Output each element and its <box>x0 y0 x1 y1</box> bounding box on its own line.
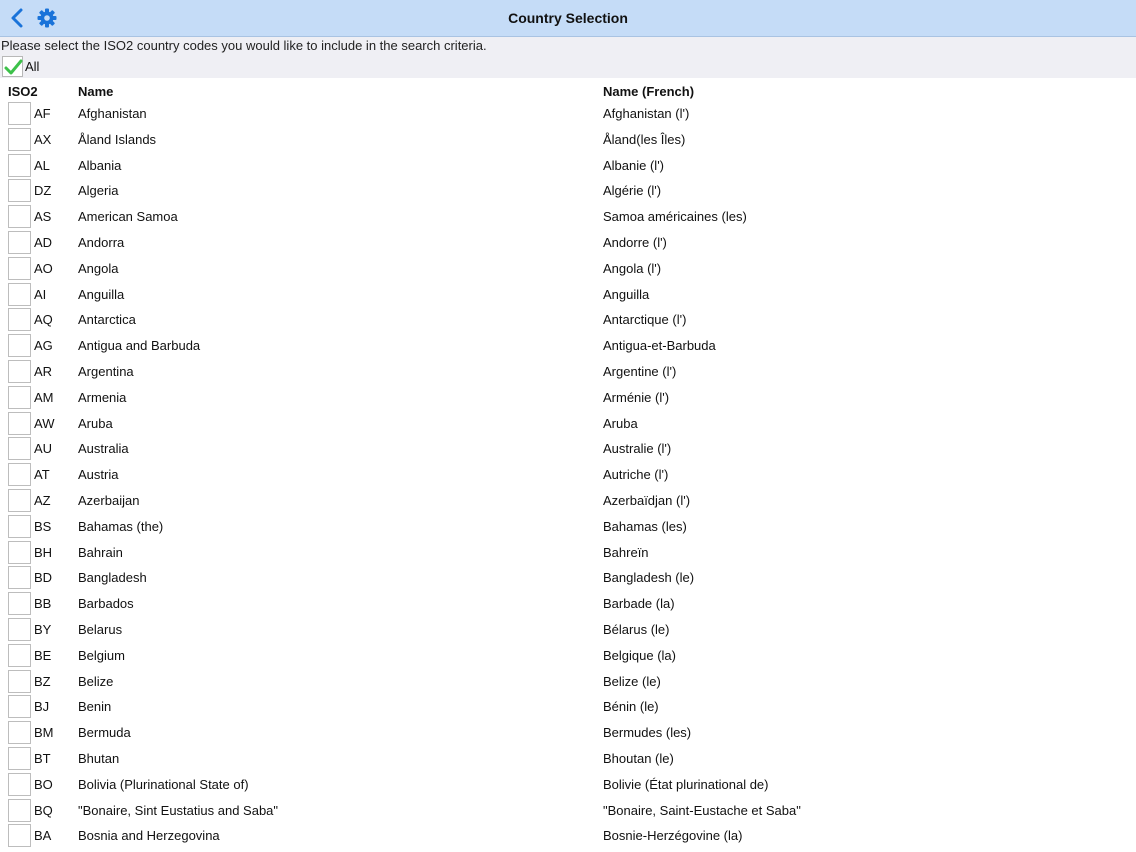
country-name-french: Antigua-et-Barbuda <box>603 338 716 354</box>
country-name: Angola <box>78 260 119 276</box>
country-row[interactable] <box>0 255 1136 281</box>
country-list <box>0 100 1136 852</box>
country-checkbox[interactable] <box>8 360 31 383</box>
country-row[interactable] <box>0 229 1136 255</box>
country-name: Belgium <box>78 647 125 663</box>
country-name: Austria <box>78 467 119 483</box>
country-name: Andorra <box>78 234 125 250</box>
country-code: BZ <box>34 673 51 689</box>
country-name-french: Samoa américaines (les) <box>603 209 747 225</box>
country-row[interactable] <box>0 487 1136 513</box>
country-name: Argentina <box>78 363 134 379</box>
country-checkbox[interactable] <box>8 102 31 125</box>
country-name: Algeria <box>78 183 119 199</box>
country-checkbox[interactable] <box>8 386 31 409</box>
country-checkbox[interactable] <box>8 824 31 847</box>
country-name: Bahrain <box>78 544 123 560</box>
country-checkbox[interactable] <box>8 334 31 357</box>
country-name: Bhutan <box>78 750 120 766</box>
checkmark-icon <box>3 57 24 78</box>
country-name: Antigua and Barbuda <box>78 338 201 354</box>
country-code: AQ <box>34 312 53 328</box>
country-row[interactable] <box>0 358 1136 384</box>
country-checkbox[interactable] <box>8 257 31 280</box>
country-name-french: Azerbaïdjan (l') <box>603 492 691 508</box>
country-checkbox[interactable] <box>8 283 31 306</box>
country-name-french: Afghanistan (l') <box>603 106 690 121</box>
country-checkbox[interactable] <box>8 489 31 512</box>
country-code: BS <box>34 518 52 534</box>
country-checkbox[interactable] <box>8 154 31 177</box>
country-row[interactable] <box>0 461 1136 487</box>
country-code: AL <box>34 157 50 173</box>
country-row[interactable] <box>0 719 1136 745</box>
country-code: AZ <box>34 492 51 508</box>
country-row[interactable] <box>0 177 1136 203</box>
country-name-french: Bosnie-Herzégovine (la) <box>603 828 743 844</box>
country-name-french: Bélarus (le) <box>603 621 670 637</box>
country-name: Armenia <box>78 389 127 405</box>
country-row[interactable] <box>0 797 1136 823</box>
country-checkbox[interactable] <box>8 721 31 744</box>
country-row[interactable] <box>0 435 1136 461</box>
country-code: AS <box>34 209 52 225</box>
country-row[interactable] <box>0 564 1136 590</box>
country-checkbox[interactable] <box>8 128 31 151</box>
country-name-french: Belize (le) <box>603 673 661 689</box>
header-name: Name <box>78 84 114 99</box>
country-checkbox[interactable] <box>8 618 31 641</box>
country-row[interactable] <box>0 668 1136 694</box>
instructions-text: Please select the ISO2 country codes you would like to include in the search criteria. <box>1 38 487 53</box>
country-name-french: Andorre (l') <box>603 234 667 250</box>
country-checkbox[interactable] <box>8 412 31 435</box>
country-code: AX <box>34 131 52 147</box>
country-name-french: Bermudes (les) <box>603 725 692 741</box>
country-name-french: "Bonaire, Saint-Eustache et Saba" <box>603 802 801 818</box>
country-checkbox[interactable] <box>8 799 31 822</box>
country-checkbox[interactable] <box>8 231 31 254</box>
select-all-toggle[interactable] <box>2 55 39 77</box>
country-code: AR <box>34 363 53 379</box>
header-name-french: Name (French) <box>603 84 695 99</box>
country-name: Åland Islands <box>78 131 157 147</box>
header-iso2: ISO2 <box>8 84 38 99</box>
country-name: Afghanistan <box>78 106 147 121</box>
country-name: Azerbaijan <box>78 492 140 508</box>
country-row[interactable] <box>0 745 1136 771</box>
country-code: AD <box>34 234 53 250</box>
country-name-french: Bénin (le) <box>603 699 659 715</box>
country-name-french: Aruba <box>603 415 638 431</box>
country-name-french: Algérie (l') <box>603 183 662 199</box>
country-row[interactable] <box>0 771 1136 797</box>
country-name: Barbados <box>78 596 134 612</box>
select-all-checkbox[interactable] <box>2 56 23 77</box>
country-name: Bosnia and Herzegovina <box>78 828 220 844</box>
country-name-french: Belgique (la) <box>603 647 676 663</box>
country-code: BH <box>34 544 53 560</box>
country-row[interactable] <box>0 513 1136 539</box>
country-row[interactable] <box>0 126 1136 152</box>
country-name-french: Bahreïn <box>603 544 649 560</box>
country-code: BM <box>34 725 54 741</box>
country-name: Albania <box>78 157 122 173</box>
country-code: BE <box>34 647 52 663</box>
country-row[interactable] <box>0 152 1136 178</box>
country-checkbox[interactable] <box>8 308 31 331</box>
country-code: AU <box>34 441 53 457</box>
country-code: BY <box>34 621 52 637</box>
country-checkbox[interactable] <box>8 437 31 460</box>
country-row[interactable] <box>0 822 1136 848</box>
column-headers <box>0 84 1136 100</box>
country-name: American Samoa <box>78 209 178 225</box>
country-name: Bolivia (Plurinational State of) <box>78 776 249 792</box>
country-name-french: Arménie (l') <box>603 389 670 405</box>
country-name: Aruba <box>78 415 113 431</box>
country-row[interactable] <box>0 203 1136 229</box>
country-code: AW <box>34 415 55 431</box>
country-row[interactable] <box>0 281 1136 307</box>
country-row[interactable] <box>0 384 1136 410</box>
country-name: Bangladesh <box>78 570 147 586</box>
country-code: AM <box>34 389 54 405</box>
navigation-bar <box>0 0 1136 37</box>
country-row[interactable] <box>0 306 1136 332</box>
country-row[interactable] <box>0 642 1136 668</box>
country-checkbox[interactable] <box>8 644 31 667</box>
country-row[interactable] <box>0 539 1136 565</box>
country-row[interactable] <box>0 100 1136 126</box>
country-name: Belize <box>78 673 114 689</box>
country-name-french: Antarctique (l') <box>603 312 687 328</box>
country-checkbox[interactable] <box>8 773 31 796</box>
country-row[interactable] <box>0 332 1136 358</box>
country-name-french: Australie (l') <box>603 441 672 457</box>
country-checkbox[interactable] <box>8 463 31 486</box>
country-checkbox[interactable] <box>8 179 31 202</box>
country-name: Antarctica <box>78 312 136 328</box>
country-code: BO <box>34 776 53 792</box>
country-name-french: Autriche (l') <box>603 467 669 483</box>
country-name-french: Angola (l') <box>603 260 662 276</box>
select-all-label: All <box>25 58 40 74</box>
country-checkbox[interactable] <box>8 747 31 770</box>
country-name: "Bonaire, Sint Eustatius and Saba" <box>78 802 279 818</box>
country-checkbox[interactable] <box>8 566 31 589</box>
country-name-french: Bolivie (État plurinational de) <box>603 776 769 792</box>
country-name: Anguilla <box>78 286 125 302</box>
country-checkbox[interactable] <box>8 592 31 615</box>
country-code: AT <box>34 467 50 483</box>
intro-section <box>0 37 1136 78</box>
country-code: DZ <box>34 183 52 199</box>
country-name-french: Bhoutan (le) <box>603 750 674 766</box>
country-code: AO <box>34 260 53 276</box>
country-name: Bermuda <box>78 725 131 741</box>
country-code: BQ <box>34 802 53 818</box>
country-name: Bahamas (the) <box>78 518 164 534</box>
country-row[interactable] <box>0 616 1136 642</box>
page-title: Country Selection <box>508 10 628 26</box>
country-row[interactable] <box>0 590 1136 616</box>
country-checkbox[interactable] <box>8 541 31 564</box>
country-code: BJ <box>34 699 50 715</box>
country-code: AF <box>34 106 51 121</box>
country-name-french: Barbade (la) <box>603 596 675 612</box>
country-checkbox[interactable] <box>8 670 31 693</box>
country-name-french: Bahamas (les) <box>603 518 687 534</box>
country-code: BT <box>34 750 51 766</box>
country-checkbox[interactable] <box>8 515 31 538</box>
country-row[interactable] <box>0 693 1136 719</box>
country-name-french: Albanie (l') <box>603 157 665 173</box>
country-name-french: Anguilla <box>603 286 650 302</box>
country-name-french: Åland(les Îles) <box>603 131 686 147</box>
country-row[interactable] <box>0 410 1136 436</box>
country-name: Australia <box>78 441 129 457</box>
country-checkbox[interactable] <box>8 205 31 228</box>
country-checkbox[interactable] <box>8 695 31 718</box>
country-name-french: Bangladesh (le) <box>603 570 695 586</box>
country-name: Belarus <box>78 621 123 637</box>
country-code: BA <box>34 828 52 844</box>
country-code: AI <box>34 286 47 302</box>
country-code: AG <box>34 338 53 354</box>
country-name: Benin <box>78 699 112 715</box>
country-name-french: Argentine (l') <box>603 363 677 379</box>
country-code: BD <box>34 570 53 586</box>
country-code: BB <box>34 596 52 612</box>
